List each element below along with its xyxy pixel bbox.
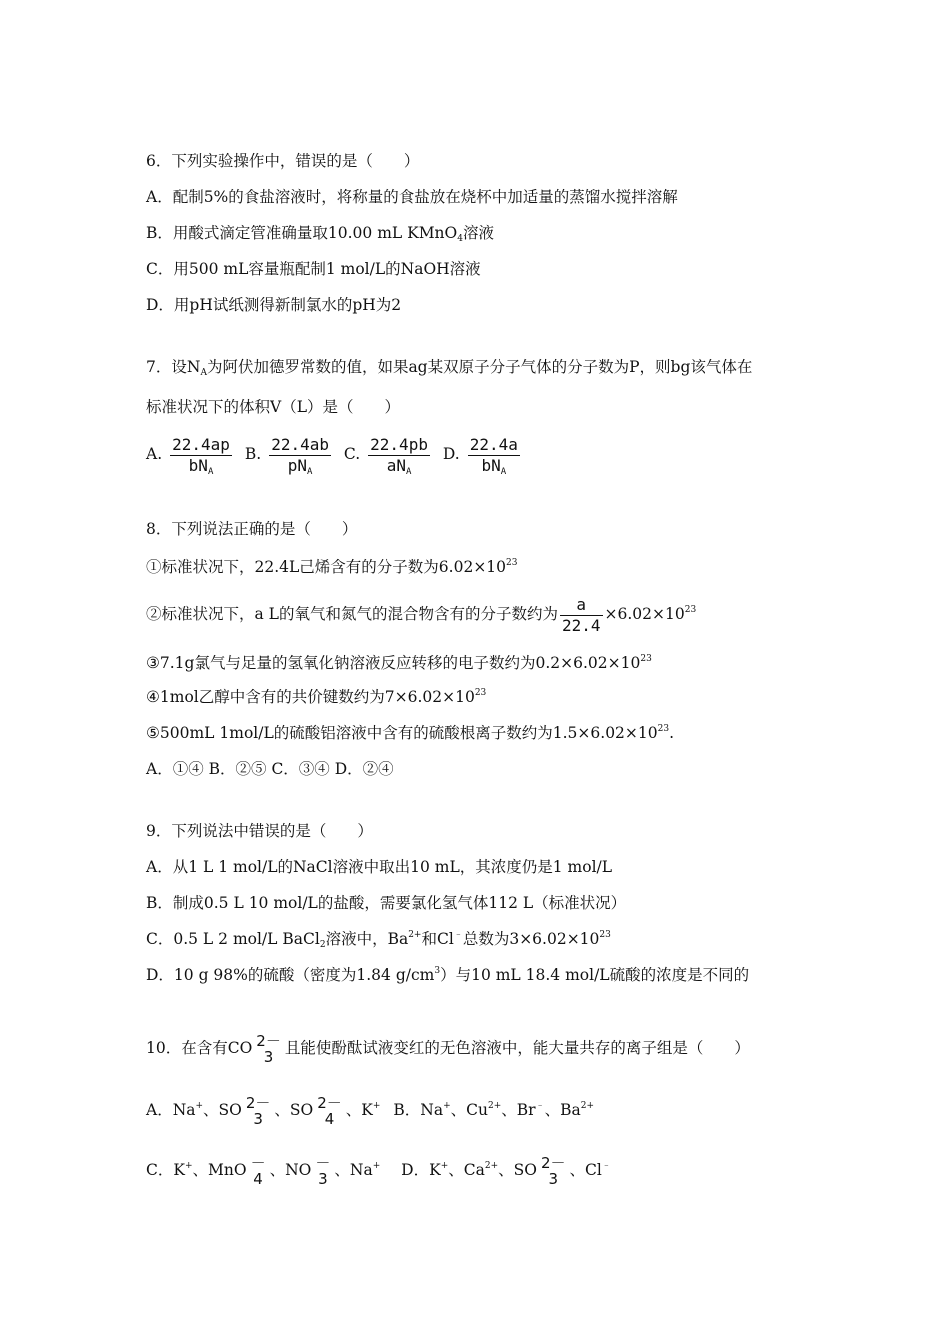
q6-stem: 6．下列实验操作中，错误的是（ ） (146, 152, 420, 170)
fraction: $\frac{22.4ab}{pN_A}$ (271, 434, 329, 477)
q10-option-d: D．K+、$Ca^{2+}$、SO 2－ 3 、Cl﹣ (401, 1154, 611, 1188)
ion-charge: － 4 (250, 1154, 266, 1188)
q8-options: A．①④ B．②⑤ C．③④ D．②④ (146, 760, 394, 778)
q9-option-a: A．从1 L 1 mol/L的NaCl溶液中取出10 mL，其浓度仍是1 mol/L (146, 858, 613, 876)
q6-option-c: C．用500 mL容量瓶配制1 mol/L的NaOH溶液 (146, 260, 481, 278)
q8-statement-4: ④1mol乙醇中含有的共价键数约为$7\times 6.02\times 10^{23}$ (146, 688, 487, 706)
q9-option-d: D．10 g 98%的硫酸（密度为1.84 $g/cm^3$）与10 mL 18.4 mol/L硫酸的浓度是不同的 (146, 966, 750, 984)
ion-charge: 2－ 3 (540, 1154, 566, 1188)
q6-option-d: D．用pH试纸测得新制氯水的pH为2 (146, 296, 402, 314)
q7-stem-line2: 标准状况下的体积V（L）是（ ） (146, 398, 400, 416)
q10-option-a: A．Na+、SO 2－ 3 、SO 2－ 4 、K+ (146, 1094, 381, 1128)
ion-charge: 2－ 3 (256, 1032, 281, 1066)
q10-option-b: B．Na+、$Cu^{2+}$、Br﹣、$Ba^{2+}$ (393, 1101, 594, 1119)
ion-charge: 2－ 4 (317, 1094, 342, 1128)
q7-stem-line1: 7．设$N_A$为阿伏加德罗常数的值，如果ag某双原子分子气体的分子数为P，则bg该气体在 (146, 358, 753, 378)
q8-statement-1: ①标准状况下，22.4L己烯含有的分子数为$6.02\times 10^{23}$ (146, 558, 518, 576)
q10-option-c: C．K+、MnO － 4 、NO － 3 、Na+ (146, 1154, 381, 1188)
q10-options-cd (146, 1150, 611, 1190)
fraction: $\frac{22.4ap}{bN_A}$ (172, 434, 230, 477)
q7-options (146, 432, 522, 476)
q6-option-b: B．用酸式滴定管准确量取10.00 mL KMnO$_4$溶液 (146, 224, 494, 244)
q7-option-d: D. $\frac{22.4a}{bN_A}$ (442, 434, 518, 477)
fraction: $\frac{22.4a}{bN_A}$ (469, 434, 518, 477)
ion-charge: 2－ 3 (245, 1094, 271, 1128)
fraction: $\frac{a}{22.4}$ (561, 594, 601, 635)
q8-statement-5: ⑤500mL 1mol/L的硫酸铝溶液中含有的硫酸根离子数约为$1.5\times 6.02\times 10^{23}$. (146, 724, 675, 742)
q10-options-ab (146, 1090, 594, 1130)
q8-statement-3: ③7.1g氯气与足量的氢氧化钠溶液反应转移的电子数约为$0.2\times 6.02\times 10^{23}$ (146, 654, 652, 672)
q7-option-c: C. $\frac{22.4pb}{aN_A}$ (343, 434, 428, 477)
q8-stem: 8．下列说法正确的是（ ） (146, 520, 358, 538)
q8-statement-2: ②标准状况下，a L的氧气和氮气的混合物含有的分子数约为 $\frac{a}{22.4}$ $\times 6.02\times 10^{23}$ (146, 594, 697, 635)
ion-charge: － 3 (315, 1154, 331, 1188)
q10-stem: 10．在含有CO 2－ 3 且能使酚酞试液变红的无色溶液中，能大量共存的离子组是（ ） (146, 1032, 750, 1066)
q7-option-a: A. $\frac{22.4ap}{bN_A}$ (146, 434, 230, 477)
fraction: $\frac{22.4pb}{aN_A}$ (370, 434, 428, 477)
q6-option-a: A．配制5%的食盐溶液时，将称量的食盐放在烧杯中加适量的蒸馏水搅拌溶解 (146, 188, 678, 206)
q7-option-b: B. $\frac{22.4ab}{pN_A}$ (244, 434, 329, 477)
q9-option-c: C．0.5 L 2 mol/L BaCl$_2$溶液中，$Ba^{2+}$和Cl﹣总数为$3\times 6.02\times 10^{23}$ (146, 930, 611, 950)
q9-stem: 9．下列说法中错误的是（ ） (146, 822, 373, 840)
q9-option-b: B．制成0.5 L 10 mol/L的盐酸，需要氯化氢气体112 L（标准状况） (146, 894, 627, 912)
